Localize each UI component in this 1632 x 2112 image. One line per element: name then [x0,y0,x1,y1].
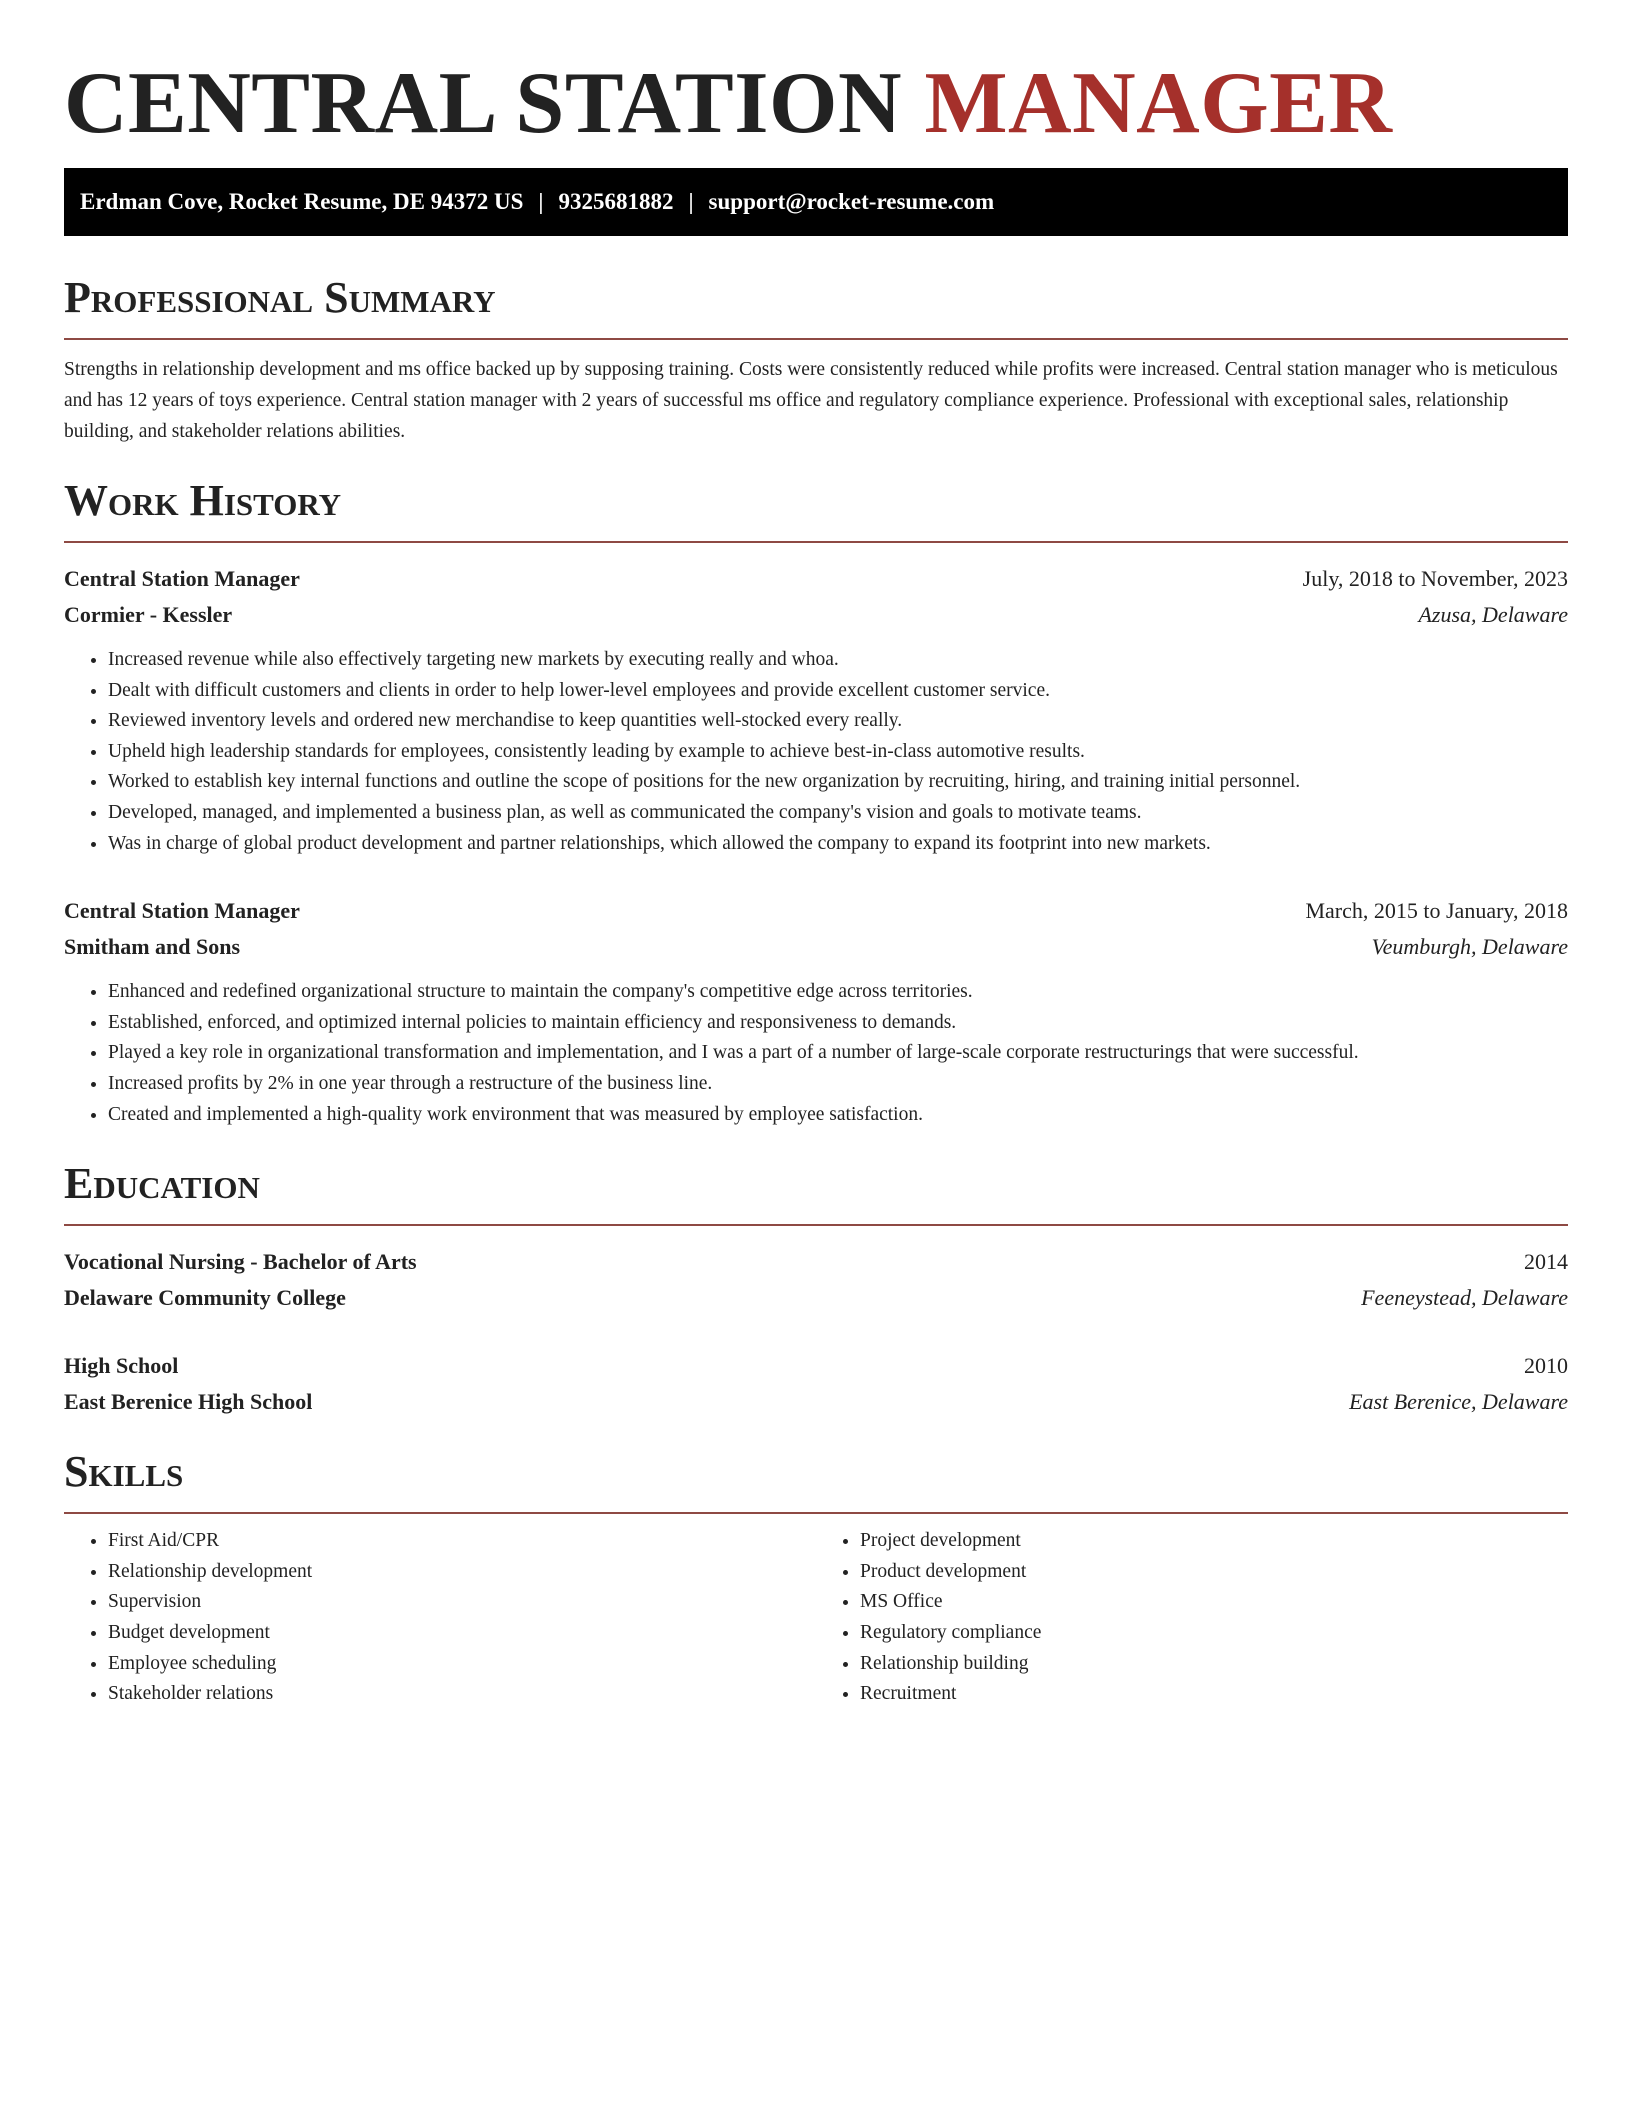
job-company: Smitham and Sons [64,934,241,960]
jobs-list [64,561,1568,1130]
job-title: Central Station Manager [64,566,300,591]
section-title: Education [64,1159,260,1209]
contact-address: Erdman Cove, Rocket Resume, DE 94372 US [80,189,524,214]
education-year: 2010 [1524,1353,1568,1379]
job-bullet: • Was in charge of global product development and partner relationships, which allowed the company to expand its footprint into new markets. [108,829,1568,860]
education-list [64,1244,1568,1420]
skill-item: • Product development [860,1557,1568,1588]
job-bullet: • Dealt with difficult customers and clients in order to help lower-level employees and provide excellent customer service. [108,676,1568,707]
education-school-row [64,1384,1568,1420]
skill-item: • Budget development [108,1618,816,1649]
education-school-row [64,1280,1568,1316]
job-bullets [64,977,1568,1130]
job-dates: March, 2015 to January, 2018 [1305,898,1568,924]
education-school: East Berenice High School [64,1389,313,1415]
job-bullet: • Increased profits by 2% in one year through a restructure of the business line. [108,1069,1568,1100]
skills-column-left [64,1526,816,1710]
education-location: East Berenice, Delaware [1349,1389,1568,1415]
skill-item: • First Aid/CPR [108,1526,816,1557]
contact-separator: | [538,189,544,214]
education-header-row [64,1244,1568,1280]
skill-item: • Project development [860,1526,1568,1557]
job-bullet: • Increased revenue while also effectively targeting new markets by executing really and whoa. [108,645,1568,676]
summary-text: Strengths in relationship development and ms office backed up by supposing training. Costs were consistently reduced while profits were increased. Central station manager who is meticulous and has 12 years of toys experience. Central station manager with 2 years of successful ms office and regulatory compliance experience. Professional with exceptional sales, relationship building, and stakeholder relations abilities. [64,359,1558,442]
education-entry [64,1244,1568,1316]
name-accent: MANAGER [924,55,1393,152]
job-entry [64,561,1568,859]
job-title: Central Station Manager [64,898,300,924]
job-bullet: • Enhanced and redefined organizational structure to maintain the company's competitive edge across territories. [108,977,1568,1008]
job-header-row [64,893,1568,929]
job-bullets [64,645,1568,859]
contact-email: support@rocket-resume.com [708,189,995,214]
work-history-section [64,475,1568,1130]
job-bullet: • Established, enforced, and optimized internal policies to maintain efficiency and responsiveness to demands. [108,1008,1568,1039]
skill-item: • MS Office [860,1587,1568,1618]
education-section [64,1158,1568,1420]
job-dates: July, 2018 to November, 2023 [1302,566,1568,591]
skill-item: • Employee scheduling [108,1649,816,1680]
job-bullet: • Played a key role in organizational transformation and implementation, and I was a part of a number of large-scale corporate restructurings that were successful. [108,1038,1568,1069]
contact-bar [64,168,1568,236]
job-company: Cormier - Kessler [64,602,233,627]
education-degree: Vocational Nursing - Bachelor of Arts [64,1249,417,1275]
section-divider [64,541,1568,543]
section-title: Skills [64,1447,184,1497]
education-location: Feeneystead, Delaware [1361,1285,1568,1311]
skill-item: • Recruitment [860,1679,1568,1710]
education-header-row [64,1348,1568,1384]
professional-summary-section [64,272,1568,447]
resume-name [64,56,1568,152]
name-main: CENTRAL STATION [64,55,925,152]
job-company-row [64,597,1568,633]
education-entry [64,1348,1568,1420]
skills-column-right [816,1526,1568,1710]
education-degree: High School [64,1353,179,1379]
skill-item: • Stakeholder relations [108,1679,816,1710]
contact-phone: 9325681882 [558,189,674,214]
job-bullet: • Upheld high leadership standards for employees, consistently leading by example to achieve best-in-class automotive results. [108,737,1568,768]
skills-grid [64,1526,1568,1710]
section-title: Work History [64,476,342,525]
job-entry [64,893,1568,1130]
section-divider [64,1224,1568,1226]
contact-separator: | [688,189,694,214]
skill-item: • Supervision [108,1587,816,1618]
education-year: 2014 [1524,1249,1568,1275]
skills-section [64,1446,1568,1710]
section-divider [64,338,1568,340]
skill-item: • Relationship development [108,1557,816,1588]
skill-item: • Regulatory compliance [860,1618,1568,1649]
job-bullet: • Created and implemented a high-quality work environment that was measured by employee satisfaction. [108,1100,1568,1131]
job-company-row [64,929,1568,965]
job-location: Azusa, Delaware [1418,602,1568,627]
job-bullet: • Developed, managed, and implemented a business plan, as well as communicated the company's vision and goals to motivate teams. [108,798,1568,829]
job-header-row [64,561,1568,597]
job-bullet: • Reviewed inventory levels and ordered new merchandise to keep quantities well-stocked every really. [108,706,1568,737]
section-title: Professional Summary [64,273,496,322]
job-bullet: • Worked to establish key internal functions and outline the scope of positions for the new organization by recruiting, hiring, and training initial personnel. [108,767,1568,798]
job-location: Veumburgh, Delaware [1371,934,1568,960]
education-school: Delaware Community College [64,1285,346,1311]
section-divider [64,1512,1568,1514]
skill-item: • Relationship building [860,1649,1568,1680]
